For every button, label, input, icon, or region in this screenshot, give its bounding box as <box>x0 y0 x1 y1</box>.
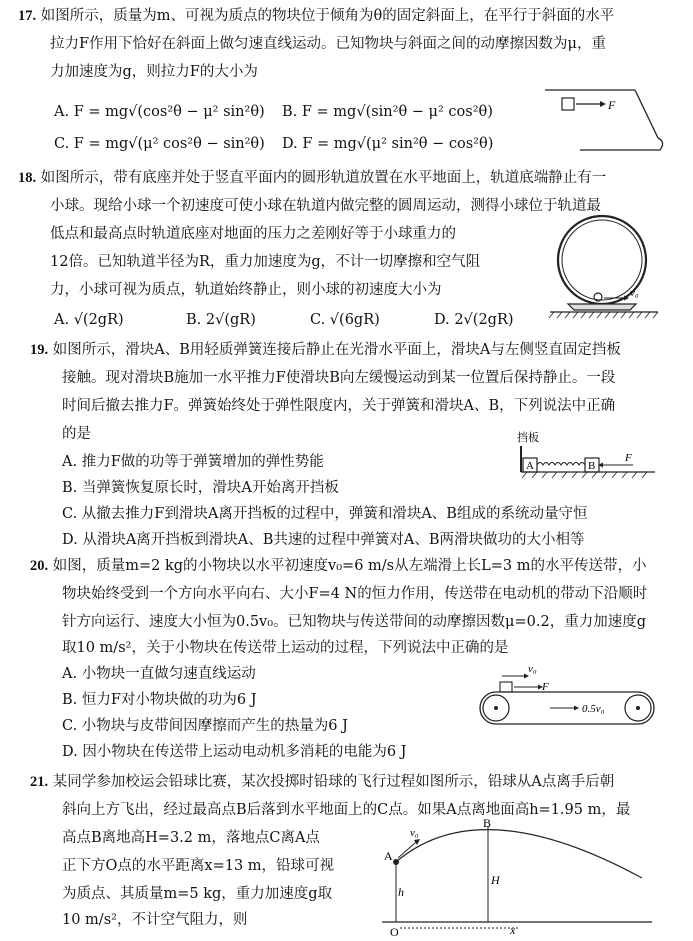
q21-text-1: 某同学参加校运会铅球比赛，某次投掷时铅球的飞行过程如图所示，铅球从A点离手后朝 <box>52 774 615 790</box>
q21-line-4: 正下方O点的水平距离x=13 m，铅球可视 <box>62 858 335 874</box>
q17-incline-figure <box>540 80 670 160</box>
q18-line-3: 低点和最高点时轨道底座对地面的压力之差刚好等于小球重力的 <box>50 226 456 242</box>
q18-line-2: 小球。现给小球一个初速度可使小球在轨道内做完整的圆周运动，测得小球位于轨道最 <box>50 198 601 214</box>
q17-line-2: 拉力F作用下恰好在斜面上做匀速直线运动。已知物块与斜面之间的动摩擦因数为μ，重 <box>50 36 606 52</box>
belt-speed-label: 0.5v₀ <box>582 703 605 715</box>
q17-option-c: C. F = mg√(μ² cos²θ − sin²θ) <box>54 136 265 152</box>
q20-option-a: A. 小物块一直做匀速直线运动 <box>62 666 256 682</box>
q17-option-b: B. F = mg√(sin²θ − μ² cos²θ) <box>282 104 493 120</box>
point-o-label: O <box>390 925 399 938</box>
q19-line-4: 的是 <box>62 426 91 442</box>
block-b-label: B <box>588 460 596 472</box>
q19-line-3: 时间后撤去推力F。弹簧始终处于弹性限度内，关于弹簧和滑块A、B，下列说法中正确 <box>62 398 616 414</box>
block-icon <box>562 98 574 110</box>
question-number: 21. <box>30 774 49 790</box>
q20-line-4: 取10 m/s²，关于小物块在传送带上运动的过程，下列说法中正确的是 <box>62 640 509 656</box>
question-number: 17. <box>18 8 37 24</box>
q20-line-1 <box>30 556 646 576</box>
trajectory-curve <box>396 830 642 878</box>
question-number: 18. <box>18 170 37 186</box>
q20-line-3: 针方向运行、速度大小恒为0.5v₀。已知物块与传送带间的动摩擦因数μ=0.2，重力加速度g <box>62 614 646 630</box>
q19-option-d: D. 从滑块A离开挡板到滑块A、B共速的过程中弹簧对A、B两滑块做功的大小相等 <box>62 532 585 548</box>
q19-option-b: B. 当弹簧恢复原长时，滑块A开始离开挡板 <box>62 480 339 496</box>
q20-text-1: 如图，质量m=2 kg的小物块以水平初速度v₀=6 m/s从左端滑上长L=3 m的水平传送带，小 <box>52 558 647 574</box>
q20-option-c: C. 小物块与皮带间因摩擦而产生的热量为6 J <box>62 718 348 734</box>
force-label: F <box>608 98 616 112</box>
q20-option-b: B. 恒力F对小物块做的功为6 J <box>62 692 257 708</box>
q21-line-5: 为质点、其质量m=5 kg，重力加速度g取 <box>62 886 333 902</box>
q18-option-a: A. √(2gR) <box>54 312 124 328</box>
block-a-label: A <box>526 460 534 472</box>
point-b-label: B <box>483 818 492 830</box>
height-h-label: h <box>398 885 404 899</box>
distance-x-label: x <box>510 923 516 937</box>
q18-line-1 <box>18 168 606 188</box>
q18-line-5: 力，小球可视为质点，轨道始终静止，则小球的初速度大小为 <box>50 282 442 298</box>
q17-line-3: 力加速度为g，则拉力F的大小为 <box>50 64 258 80</box>
q20-option-d: D. 因小物块在传送带上运动电动机多消耗的电能为6 J <box>62 744 407 760</box>
spring-icon <box>537 463 585 466</box>
q18-circular-track-figure <box>540 208 670 326</box>
q19-spring-blocks-figure <box>515 428 660 480</box>
q21-line-3: 高点B离地高H=3.2 m，落地点C离A点 <box>62 830 320 846</box>
force-label: F <box>625 452 632 464</box>
q19-option-a: A. 推力F做的功等于弹簧增加的弹性势能 <box>62 454 324 470</box>
q20-line-2: 物块始终受到一个方向水平向右、大小F=4 N的恒力作用，传送带在电动机的带动下沿顺时 <box>62 586 648 602</box>
v0-label: v₀ <box>528 663 537 675</box>
q18-option-d: D. 2√(2gR) <box>434 312 514 328</box>
q19-line-1 <box>30 340 621 360</box>
q17-option-d: D. F = mg√(μ² sin²θ − cos²θ) <box>282 136 494 152</box>
q21-line-2: 斜向上方飞出，经过最高点B后落到水平地面上的C点。如果A点离地面高h=1.95 m，最 <box>62 802 631 818</box>
q19-line-2: 接触。现对滑块B施加一水平推力F使滑块B向左缓慢运动到某一位置后保持静止。一段 <box>62 370 616 386</box>
q21-line-1 <box>30 772 614 792</box>
q17-text-1: 如图所示，质量为m、可视为质点的物块位于倾角为θ的固定斜面上，在平行于斜面的水平 <box>40 8 615 24</box>
q21-trajectory-figure <box>370 818 660 938</box>
q18-text-1: 如图所示，带有底座并处于竖直平面内的圆形轨道放置在水平地面上，轨道底端静止有一 <box>40 170 607 186</box>
baffle-label: 挡板 <box>517 432 539 444</box>
q21-line-6: 10 m/s²，不计空气阻力，则 <box>62 912 248 928</box>
velocity-label: v₀ <box>630 287 639 299</box>
q18-option-c: C. √(6gR) <box>310 312 380 328</box>
height-H-label: H <box>491 873 500 887</box>
q17-option-a: A. F = mg√(cos²θ − μ² sin²θ) <box>54 104 265 120</box>
q18-option-b: B. 2√(gR) <box>186 312 256 328</box>
q19-text-1: 如图所示，滑块A、B用轻质弹簧连接后静止在光滑水平面上，滑块A与左侧竖直固定挡板 <box>52 342 621 358</box>
q17-line-1 <box>18 6 614 26</box>
block-icon <box>500 682 512 692</box>
q19-option-c: C. 从撤去推力F到滑块A离开挡板的过程中，弹簧和滑块A、B组成的系统动量守恒 <box>62 506 588 522</box>
q20-conveyor-figure <box>478 660 658 732</box>
v0-label: v₀ <box>410 827 419 839</box>
question-number: 19. <box>30 342 49 358</box>
point-a-label: A <box>384 849 393 863</box>
q18-line-4: 12倍。已知轨道半径为R，重力加速度为g，不计一切摩擦和空气阻 <box>50 254 481 270</box>
question-number: 20. <box>30 558 49 574</box>
force-label: F <box>542 681 549 693</box>
